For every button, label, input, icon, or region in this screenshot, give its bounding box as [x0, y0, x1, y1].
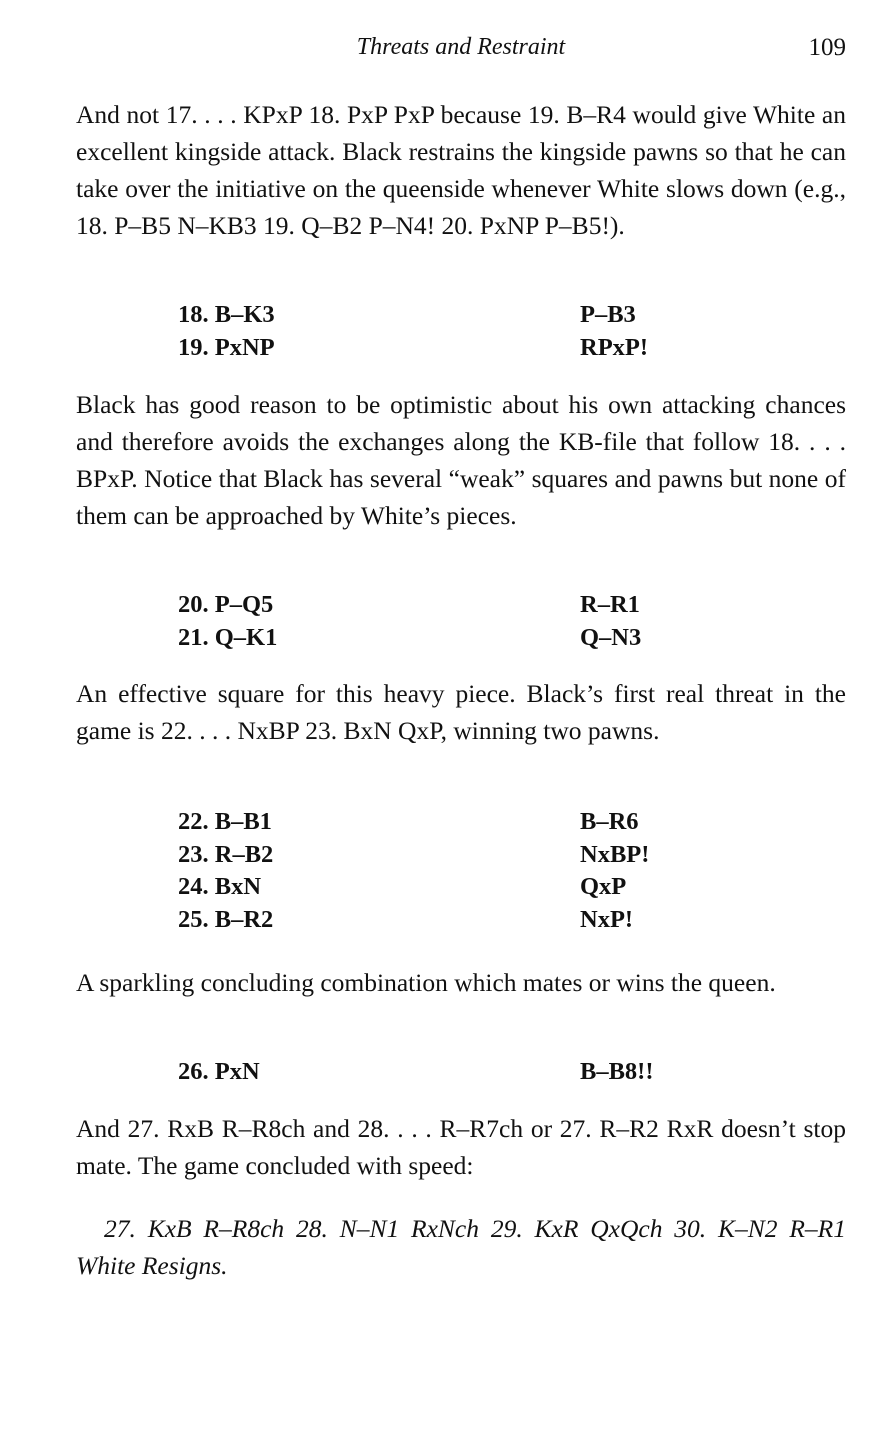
move-row	[178, 624, 778, 657]
black-move: B–B8!!	[580, 1058, 654, 1085]
game-conclusion: 27. KxB R–R8ch 28. N–N1 RxNch 29. KxR QxQch 30. K–N2 R–R1 White Resigns.	[76, 1214, 846, 1280]
black-move: P–B3	[580, 301, 636, 328]
move-row	[178, 1058, 778, 1091]
white-move: 26. PxN	[178, 1058, 260, 1085]
paragraph-2: Black has good reason to be optimistic about his own attacking chances and therefore avoids the exchanges along the KB-file that follow 18. . . . BPxP. Notice that Black has several “weak” squares and pawns but none of them can be approached by White’s pieces.	[76, 390, 846, 530]
white-move: 24. BxN	[178, 873, 262, 900]
move-row	[178, 841, 778, 874]
black-move: B–R6	[580, 808, 639, 835]
white-move: 22. B–B1	[178, 808, 272, 835]
move-row	[178, 301, 778, 334]
move-list-1	[178, 301, 778, 366]
paragraph-5: And 27. RxB R–R8ch and 28. . . . R–R7ch or 27. R–R2 RxR doesn’t stop mate. The game concluded with speed:	[76, 1114, 846, 1180]
page-header	[76, 32, 846, 68]
move-list-3	[178, 808, 778, 938]
move-row	[178, 334, 778, 367]
move-list-4	[178, 1058, 778, 1091]
paragraph-4: A sparkling concluding combination which mates or wins the queen.	[76, 968, 776, 997]
move-row	[178, 873, 778, 906]
paragraph-1: And not 17. . . . KPxP 18. PxP PxP because 19. B–R4 would give White an excellent kingside attack. Black restrains the kingside pawns so that he can take over the initiative on the queenside whenever White slows down (e.g., 18. P–B5 N–KB3 19. Q–B2 P–N4! 20. PxNP P–B5!).	[76, 100, 846, 240]
white-move: 21. Q–K1	[178, 623, 278, 651]
white-move: 25. B–R2	[178, 905, 274, 933]
paragraph-3: An effective square for this heavy piece. Black’s first real threat in the game is 22. . . . NxBP 23. BxN QxP, winning two pawns.	[76, 679, 846, 745]
black-move: QxP	[580, 873, 627, 900]
move-row	[178, 808, 778, 841]
black-move: NxP!	[580, 905, 634, 933]
white-move: 20. P–Q5	[178, 591, 274, 618]
white-move: 18. B–K3	[178, 301, 275, 328]
black-move: Q–N3	[580, 623, 642, 651]
white-move: 19. PxNP	[178, 333, 275, 361]
move-list-2	[178, 591, 778, 656]
running-title: Threats and Restraint	[356, 34, 566, 60]
black-move: NxBP!	[580, 840, 650, 868]
move-row	[178, 906, 778, 939]
page-number: 109	[808, 34, 846, 61]
black-move: RPxP!	[580, 333, 649, 361]
move-row	[178, 591, 778, 624]
black-move: R–R1	[580, 591, 640, 618]
white-move: 23. R–B2	[178, 840, 274, 868]
